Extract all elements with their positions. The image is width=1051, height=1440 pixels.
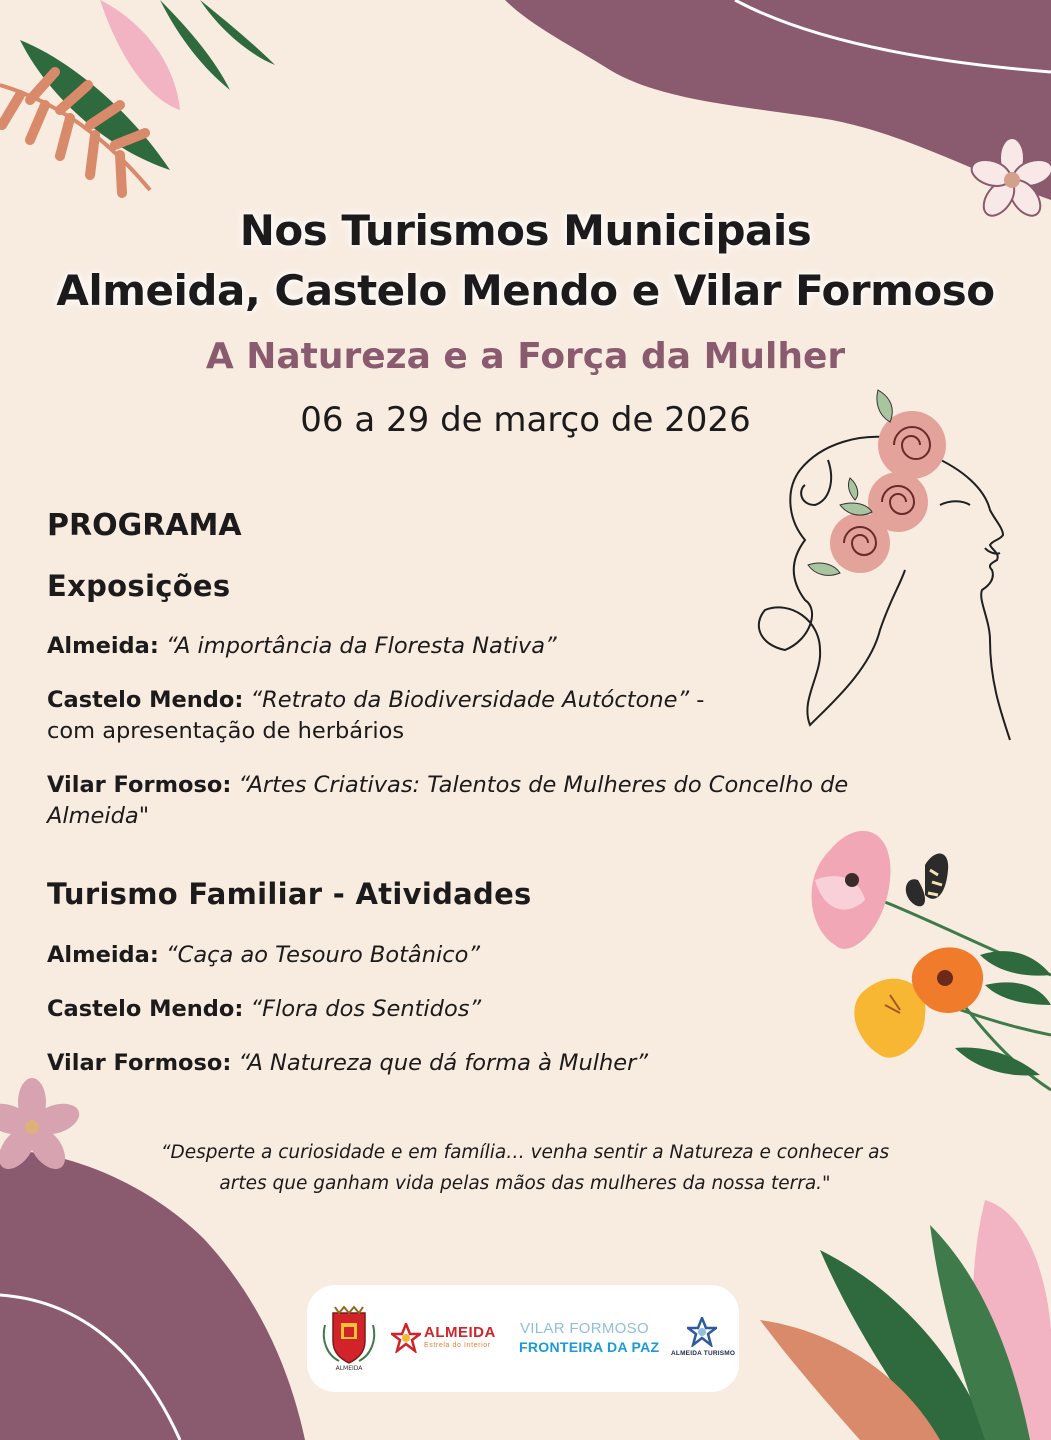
almeida-crest-icon — [319, 1305, 379, 1371]
place-label: Vilar Formoso: — [47, 772, 232, 798]
plum-blob-top-right — [505, 0, 1051, 200]
dash: - — [689, 687, 705, 713]
exhibition-title: “Artes Criativas: Talentos de Mulheres do Concelho de — [238, 772, 849, 798]
atividade-vilar-formoso — [47, 1048, 648, 1079]
programa-heading: PROGRAMA — [47, 508, 242, 543]
place-label: Vilar Formoso: — [47, 1050, 232, 1076]
bottom-right-leaves — [760, 1200, 1051, 1440]
crest-label: ALMEIDA — [335, 1365, 363, 1371]
almeida-brand-tagline: Estrela do Interior — [424, 1342, 491, 1349]
quote-line-1: “Desperte a curiosidade e em família… venha sentir a Natureza e conhecer as — [160, 1142, 890, 1163]
quote-line-2: artes que ganham vida pelas mãos das mulheres da nossa terra." — [219, 1173, 831, 1194]
subtitle: A Natureza e a Força da Mulher — [205, 336, 846, 377]
exhibition-title-cont: Almeida" — [47, 803, 150, 829]
activity-title: “A Natureza que dá forma à Mulher” — [238, 1050, 648, 1076]
almeida-star-icon — [391, 1323, 421, 1353]
title-line-2: Almeida, Castelo Mendo e Vilar Formoso — [56, 266, 995, 315]
exposicao-castelo-mendo — [47, 685, 704, 747]
almeida-turismo-label: ALMEIDA TURISMO — [671, 1350, 736, 1357]
right-flowers — [811, 831, 1051, 1090]
exposicao-almeida — [47, 631, 557, 662]
exhibition-title: “Retrato da Biodiversidade Autóctone” — [250, 687, 690, 713]
butterfly — [906, 854, 948, 907]
vilar-formoso-tagline: FRONTEIRA DA PAZ — [519, 1339, 660, 1355]
activity-title: “Caça ao Tesouro Botânico” — [166, 942, 481, 968]
activity-title: “Flora dos Sentidos” — [250, 996, 482, 1022]
event-dates: 06 a 29 de março de 2026 — [300, 400, 751, 440]
atividade-castelo-mendo — [47, 994, 481, 1025]
top-left-leaves — [0, 0, 275, 193]
exposicao-vilar-formoso — [47, 770, 1007, 832]
place-label: Castelo Mendo: — [47, 687, 244, 713]
title-line-1: Nos Turismos Municipais — [239, 206, 812, 255]
turismo-familiar-heading: Turismo Familiar - Atividades — [47, 877, 532, 911]
exhibition-extra: com apresentação de herbários — [47, 718, 405, 744]
sponsor-logo-bar — [307, 1285, 739, 1392]
exposicoes-heading: Exposições — [47, 569, 231, 603]
vilar-formoso-name: VILAR FORMOSO — [520, 1320, 649, 1337]
almeida-turismo-star-icon — [687, 1317, 717, 1347]
almeida-brand-name: ALMEIDA — [424, 1324, 496, 1341]
atividade-almeida — [47, 940, 480, 971]
place-label: Almeida: — [47, 633, 159, 659]
exhibition-title: “A importância da Floresta Nativa” — [166, 633, 557, 659]
place-label: Castelo Mendo: — [47, 996, 244, 1022]
place-label: Almeida: — [47, 942, 159, 968]
closing-quote — [80, 1137, 970, 1199]
